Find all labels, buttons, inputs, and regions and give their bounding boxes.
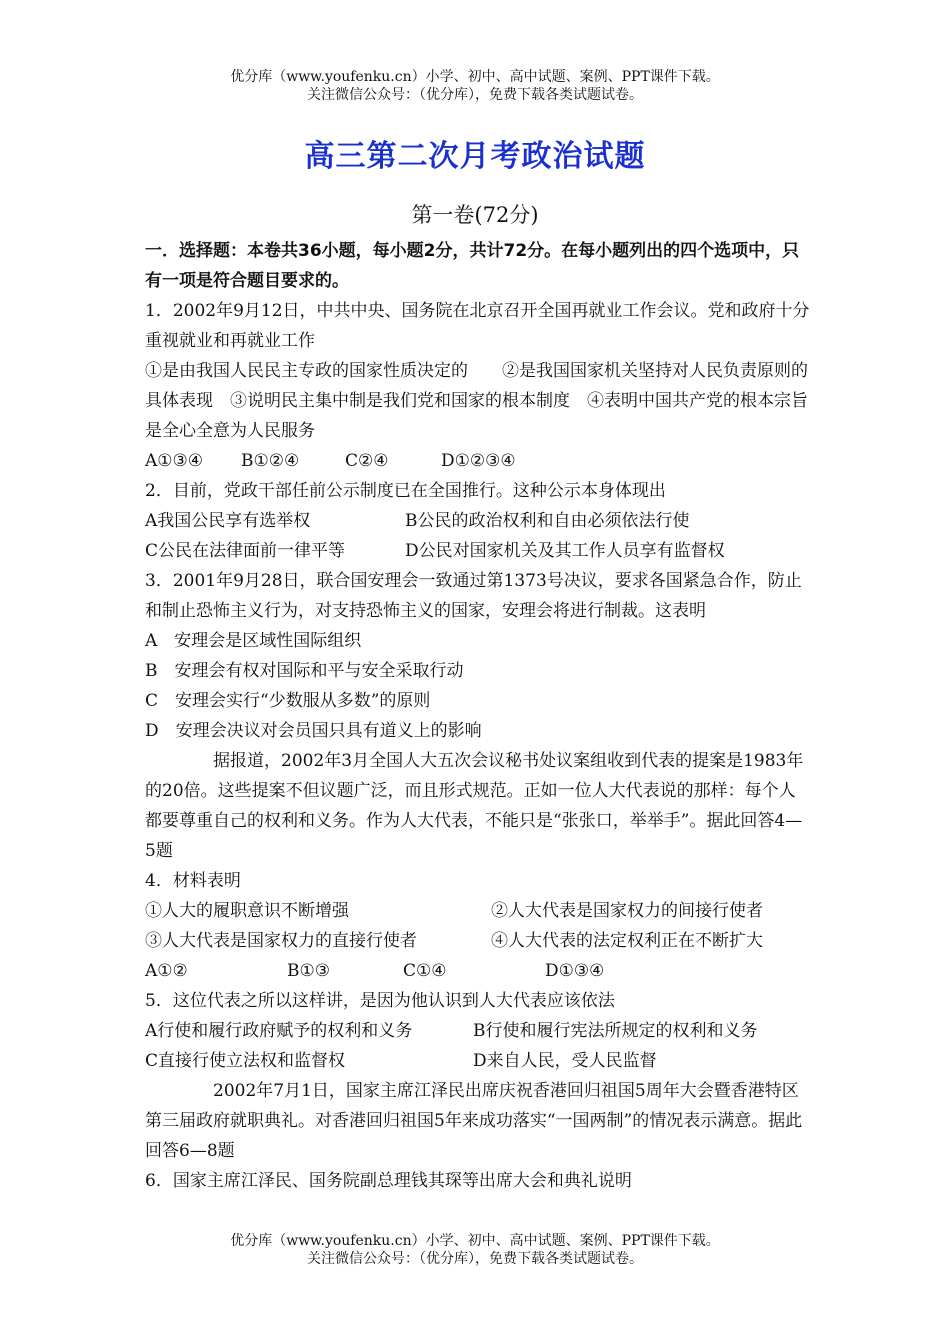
q1-choices (145, 446, 810, 476)
page-title: 高三第二次月考政治试题 (304, 139, 646, 174)
q4-choice-a: A①② (145, 961, 188, 981)
page-footer (0, 1232, 950, 1268)
q1-stem: 1．2002年9月12日，中共中央、国务院在北京召开全国再就业工作会议。党和政府十分重视就业和再就业工作 (145, 301, 810, 351)
q1-choice-d: D①②③④ (441, 451, 516, 471)
q4-choice-b: B①③ (287, 961, 330, 981)
q1-options: ①是由我国人民民主专政的国家性质决定的 ②是我国国家机关坚持对人民负责原则的具体表现 ③说明民主集中制是我们党和国家的根本制度 ④表明中国共产党的根本宗旨是全心全意为人民服务 (145, 361, 808, 441)
q3-option-a: A 安理会是区域性国际组织 (145, 631, 362, 651)
material-2: 2002年7月1日，国家主席江泽民出席庆祝香港回归祖国5周年大会暨香港特区第三届政府就职典礼。对香港回归祖国5年来成功落实“一国两制”的情况表示满意。据此回答6—8题 (145, 1081, 803, 1161)
material-1: 据报道，2002年3月全国人大五次会议秘书处议案组收到代表的提案是1983年的20倍。这些提案不但议题广泛，而且形式规范。正如一位人大代表说的那样：每个人都要尊重自己的权利和义务。作为人大代表，不能只是“张张口，举举手”。据此回答4—5题 (145, 751, 804, 861)
q4-row-2 (145, 926, 810, 956)
q4-option-2: ②人大代表是国家权力的间接行使者 (491, 901, 763, 921)
q1-choice-b: B①②④ (241, 451, 300, 471)
q5-option-a: A行使和履行政府赋予的权利和义务 (145, 1021, 413, 1041)
q4-option-3: ③人大代表是国家权力的直接行使者 (145, 931, 417, 951)
q2-stem: 2．目前，党政干部任前公示制度已在全国推行。这种公示本身体现出 (145, 481, 666, 501)
q3-option-d: D 安理会决议对会员国只具有道义上的影响 (145, 721, 482, 741)
q6-stem: 6．国家主席江泽民、国务院副总理钱其琛等出席大会和典礼说明 (145, 1171, 632, 1191)
header-line-2: 关注微信公众号：（优分库），免费下载各类试题试卷。 (307, 87, 643, 103)
q1-choice-a: A①③④ (145, 451, 203, 471)
exam-body (145, 236, 810, 1196)
q3-option-c: C 安理会实行“少数服从多数”的原则 (145, 691, 431, 711)
section-instruction: 一．选择题：本卷共36小题，每小题2分，共计72分。在每小题列出的四个选项中，只有一项是符合题目要求的。 (145, 241, 800, 291)
header-line-1: 优分库（www.youfenku.cn）小学、初中、高中试题、案例、PPT课件下载。 (230, 69, 720, 85)
q3-option-b: B 安理会有权对国际和平与安全采取行动 (145, 661, 464, 681)
footer-line-1: 优分库（www.youfenku.cn）小学、初中、高中试题、案例、PPT课件下载。 (230, 1233, 720, 1249)
q2-option-b: B公民的政治权利和自由必须依法行使 (405, 511, 690, 531)
q4-row-1 (145, 896, 810, 926)
q1-choice-c: C②④ (345, 451, 389, 471)
q2-option-a: A我国公民享有选举权 (145, 511, 311, 531)
q5-option-c: C直接行使立法权和监督权 (145, 1051, 346, 1071)
q5-row-1 (145, 1016, 810, 1046)
q5-row-2 (145, 1046, 810, 1076)
q2-row-1 (145, 506, 810, 536)
page-header (0, 68, 950, 104)
q4-stem: 4．材料表明 (145, 871, 241, 891)
footer-line-2: 关注微信公众号：（优分库），免费下载各类试题试卷。 (307, 1251, 643, 1267)
q2-option-c: C公民在法律面前一律平等 (145, 541, 346, 561)
q2-row-2 (145, 536, 810, 566)
q4-choices (145, 956, 810, 986)
q3-stem: 3．2001年9月28日，联合国安理会一致通过第1373号决议，要求各国紧急合作，防止和制止恐怖主义行为，对支持恐怖主义的国家，安理会将进行制裁。这表明 (145, 571, 802, 621)
section-subtitle: 第一卷(72分) (411, 203, 539, 227)
q4-choice-d: D①③④ (545, 961, 605, 981)
q2-option-d: D公民对国家机关及其工作人员享有监督权 (405, 541, 725, 561)
q5-stem: 5．这位代表之所以这样讲，是因为他认识到人大代表应该依法 (145, 991, 615, 1011)
q5-option-d: D来自人民，受人民监督 (473, 1051, 657, 1071)
q4-option-1: ①人大的履职意识不断增强 (145, 901, 349, 921)
q4-option-4: ④人大代表的法定权利正在不断扩大 (491, 931, 763, 951)
q5-option-b: B行使和履行宪法所规定的权利和义务 (473, 1021, 758, 1041)
q4-choice-c: C①④ (403, 961, 447, 981)
